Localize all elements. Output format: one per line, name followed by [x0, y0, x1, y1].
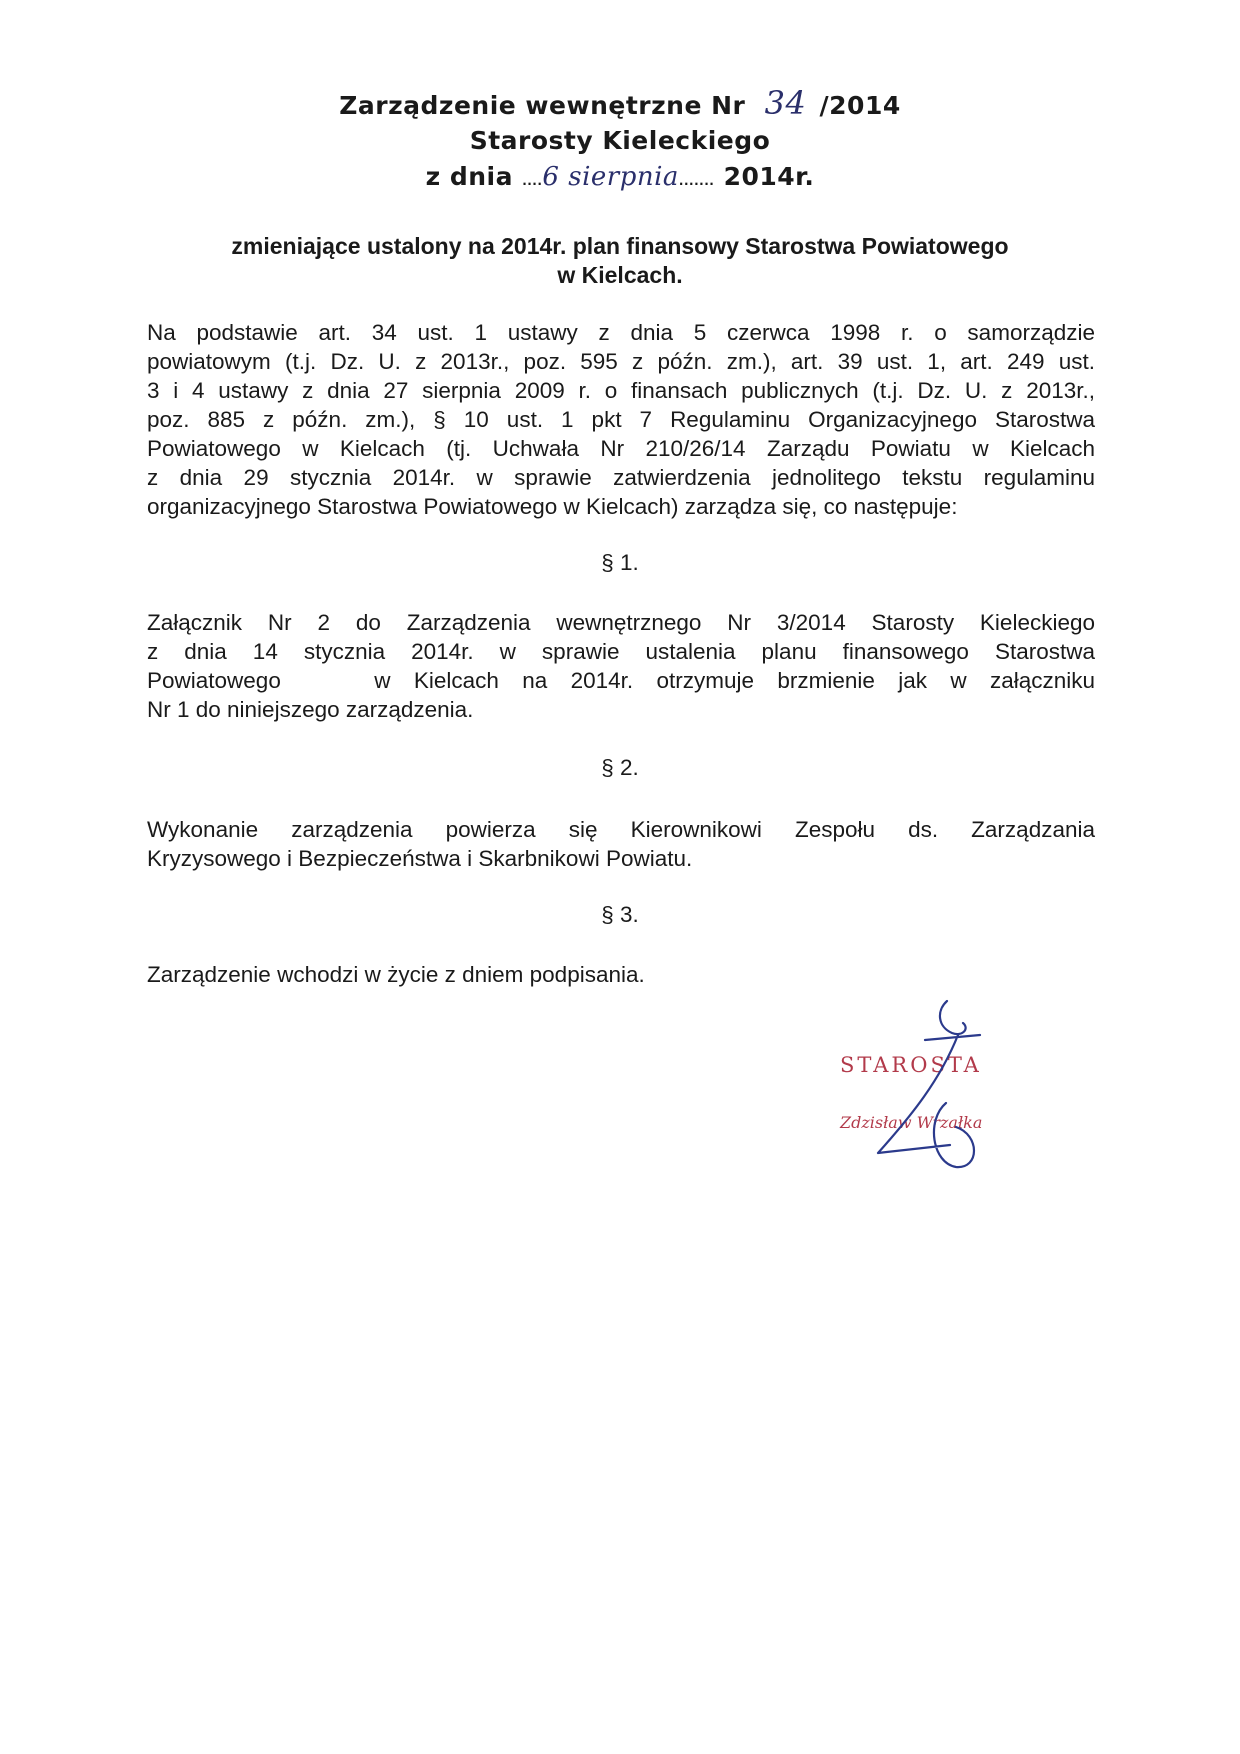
preamble-line: Na podstawie art. 34 ust. 1 ustawy z dnia 5 czerwca 1998 r. o samorządzie — [147, 320, 1095, 345]
section-2-paragraph — [147, 815, 1095, 873]
title-line-3 — [0, 162, 1240, 192]
signature-stamp — [830, 995, 1020, 1185]
subject-line-2: w Kielcach. — [557, 262, 683, 288]
stamp-title: STAROSTA — [840, 1053, 982, 1077]
section-1-paragraph — [147, 608, 1095, 724]
preamble-line: powiatowym (t.j. Dz. U. z 2013r., poz. 595 z późn. zm.), art. 39 ust. 1, art. 249 ust. — [147, 349, 1095, 374]
handwritten-date: 6 sierpnia — [542, 162, 679, 192]
section-line: Wykonanie zarządzenia powierza się Kierownikowi Zespołu ds. Zarządzania — [147, 817, 1095, 842]
preamble-paragraph — [147, 318, 1095, 521]
stamp-name: Zdzisław Wrzałka — [840, 1113, 983, 1132]
section-line: Zarządzenie wchodzi w życie z dniem podpisania. — [147, 962, 645, 987]
section-1-heading: § 1. — [601, 550, 639, 575]
title-suffix: /2014 — [819, 91, 901, 120]
title-line-1 — [0, 84, 1240, 122]
section-line: Kryzysowego i Bezpieczeństwa i Skarbnikowi Powiatu. — [147, 846, 693, 871]
date-dots: .... — [522, 174, 543, 188]
handwritten-number: 34 — [764, 84, 807, 122]
section-2-heading: § 2. — [601, 755, 639, 780]
section-3-paragraph — [147, 960, 1095, 989]
date-suffix: 2014r. — [723, 162, 815, 191]
preamble-line: 3 i 4 ustawy z dnia 27 sierpnia 2009 r. o finansach publicznych (t.j. Dz. U. z 2013r., — [147, 378, 1095, 403]
date-dots: ....... — [678, 174, 715, 188]
section-line: Załącznik Nr 2 do Zarządzenia wewnętrznego Nr 3/2014 Starosty Kieleckiego — [147, 610, 1095, 635]
section-line: z dnia 14 stycznia 2014r. w sprawie ustalenia planu finansowego Starostwa — [147, 639, 1095, 664]
subject-line-1: zmieniające ustalony na 2014r. plan finansowy Starostwa Powiatowego — [231, 233, 1009, 259]
title-prefix: Zarządzenie wewnętrzne Nr — [339, 91, 746, 120]
section-3-heading: § 3. — [601, 902, 639, 927]
title-line-2: Starosty Kieleckiego — [469, 126, 771, 155]
preamble-line: z dnia 29 stycznia 2014r. w sprawie zatwierdzenia jednolitego tekstu regulaminu — [147, 465, 1095, 490]
preamble-line: poz. 885 z późn. zm.), § 10 ust. 1 pkt 7 Regulaminu Organizacyjnego Starostwa — [147, 407, 1095, 432]
handwritten-signature — [878, 1001, 980, 1167]
section-line: Powiatowego w Kielcach na 2014r. otrzymuje brzmienie jak w załączniku — [147, 668, 1095, 693]
date-prefix: z dnia — [425, 162, 513, 191]
preamble-line: organizacyjnego Starostwa Powiatowego w Kielcach) zarządza się, co następuje: — [147, 494, 958, 519]
section-line: Nr 1 do niniejszego zarządzenia. — [147, 697, 474, 722]
preamble-line: Powiatowego w Kielcach (tj. Uchwała Nr 210/26/14 Zarządu Powiatu w Kielcach — [147, 436, 1095, 461]
stamp-graphic — [830, 995, 1020, 1185]
